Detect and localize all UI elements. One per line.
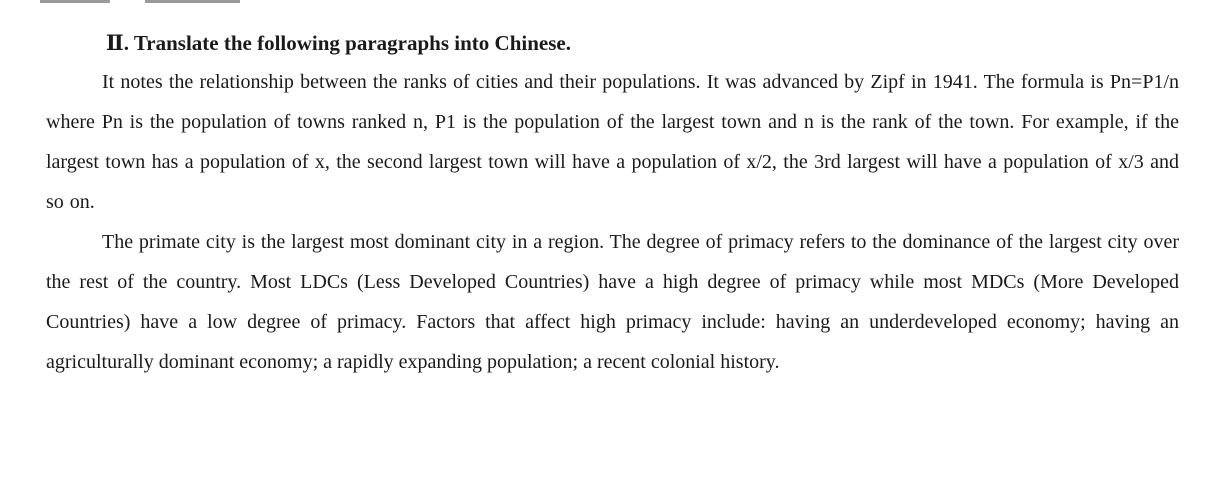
document-body	[46, 26, 1179, 382]
top-rule-segment	[40, 0, 110, 3]
top-rule-segment	[145, 0, 240, 3]
paragraph-primate-city: The primate city is the largest most dominant city in a region. The degree of primacy refers to the dominance of the largest city over the rest of the country. Most LDCs (Less Developed Countries) have a high degree of primacy while most MDCs (More Developed Countries) have a low degree of primacy. Factors that affect high primacy include: having an underdeveloped economy; having an agriculturally dominant economy; a rapidly expanding population; a recent colonial history.	[46, 231, 1179, 373]
paragraph-zipf-rank-size: It notes the relationship between the ranks of cities and their populations. It was advanced by Zipf in 1941. The formula is Pn=P1/n where Pn is the population of towns ranked n, P1 is the population of the largest town and n is the rank of the town. For example, if the largest town has a population of x, the second largest town will have a population of x/2, the 3rd largest will have a population of x/3 and so on.	[46, 71, 1179, 213]
section-heading: Ⅱ. Translate the following paragraphs into Chinese.	[106, 31, 571, 55]
top-edge-rule	[40, 0, 340, 4]
